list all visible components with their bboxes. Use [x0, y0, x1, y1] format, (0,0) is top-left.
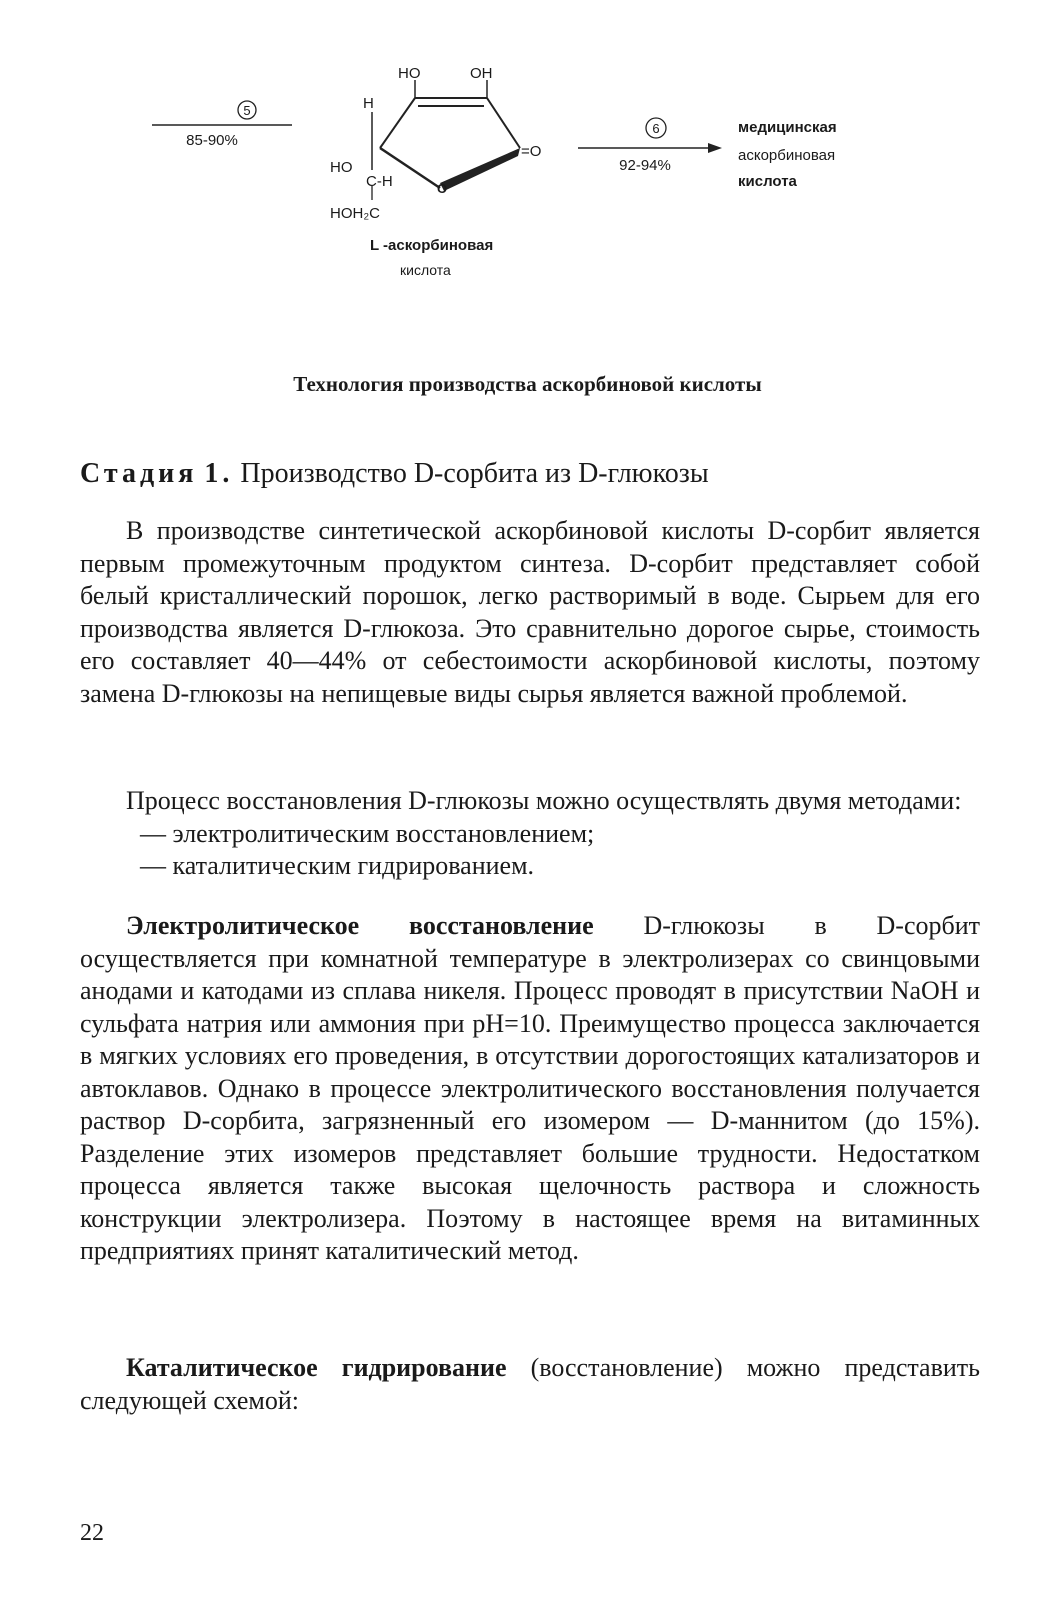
paragraph-1	[80, 515, 980, 710]
stage-heading	[80, 458, 980, 490]
step5-yield: 85-90%	[186, 132, 238, 149]
step5-arrow	[152, 101, 292, 149]
compound-name-line2: кислота	[400, 262, 451, 278]
page-number: 22	[80, 1520, 104, 1546]
paragraph-2	[80, 785, 980, 883]
stage-number: 1.	[204, 458, 234, 489]
paragraph-4-body: (восстановление) можно представить следующей схемой:	[80, 1353, 980, 1415]
paragraph-4-text	[80, 1352, 980, 1417]
ascorbic-acid-structure	[330, 65, 541, 278]
paragraph-3	[80, 910, 980, 1268]
step5-number: 5	[243, 103, 251, 118]
paragraph-4-term: Каталитическое гидрирование	[126, 1353, 507, 1382]
product-line2: аскорбиновая	[738, 147, 836, 164]
stage-title: Производство D-сорбита из D-глюкозы	[240, 458, 709, 489]
method-item-2: — каталитическим гидрированием.	[140, 851, 535, 880]
product-line1: медицинская	[738, 119, 837, 136]
reaction-scheme	[0, 0, 1055, 300]
paragraph-1-text: В производстве синтетической аскорбиновой кислоты D-сорбит является первым промежуточным продуктом синтеза. D-сорбит представляет собой белый кристаллический порошок, легко растворимый в воде. Сырьем для его производства является D-глюкоза. Это сравнительно дорогое сырье, стоимость его составляет 40—44% от себестоимости аскорбиновой кислоты, поэтому замена D-глюкозы на непищевые виды сырья является важной проблемой.	[80, 516, 980, 708]
paragraph-3-body: D-глюкозы в D-сорбит осуществляется при комнатной температуре в электролизерах со свинцовыми анодами и катодами из сплава никеля. Процесс проводят в присутствии NaOH и сульфата натрия или аммония при pH=10. Преимущество процесса заключается в мягких условиях его проведения, в отсутствии дорогостоящих катализаторов и автоклавов. Однако в процессе электролитического восстановления получается раствор D-сорбита, загрязненный его изомером — D-маннитом (до 15%). Разделение этих изомеров представляет большие трудности. Недостатком процесса является также высокая щелочность раствора и сложность конструкции электролизера. Поэтому в настоящее время на витаминных предприятиях принят каталитический метод.	[80, 911, 981, 1265]
product-line3: кислота	[738, 173, 797, 190]
stage-label: Стадия	[80, 458, 198, 489]
label-hoh2c: HOH₂C	[330, 205, 380, 222]
paragraph-3-term: Электролитическое восстановление	[126, 911, 594, 940]
paragraph-4	[80, 1352, 980, 1417]
step6-yield: 92-94%	[619, 157, 671, 174]
paragraph-3-text	[80, 910, 980, 1268]
product-label	[738, 119, 837, 190]
label-ho-left: HO	[330, 159, 353, 176]
paragraph-2-text: Процесс восстановления D-глюкозы можно осуществлять двумя методами:	[126, 786, 962, 815]
label-o-ring: O	[437, 181, 448, 196]
label-ho-top: HO	[398, 65, 421, 82]
label-oh-top: OH	[470, 65, 493, 82]
method-item-1: — электролитическим восстановлением;	[140, 818, 595, 848]
label-h-left: H	[363, 95, 374, 112]
label-carbonyl: =O	[521, 143, 542, 160]
step6-arrow	[578, 118, 722, 174]
compound-name-line1: L -аскорбиновая	[370, 237, 494, 254]
scheme-caption: Технология производства аскорбиновой кислоты	[293, 372, 762, 396]
label-c-h: C-H	[366, 173, 393, 190]
step6-number: 6	[652, 121, 660, 136]
